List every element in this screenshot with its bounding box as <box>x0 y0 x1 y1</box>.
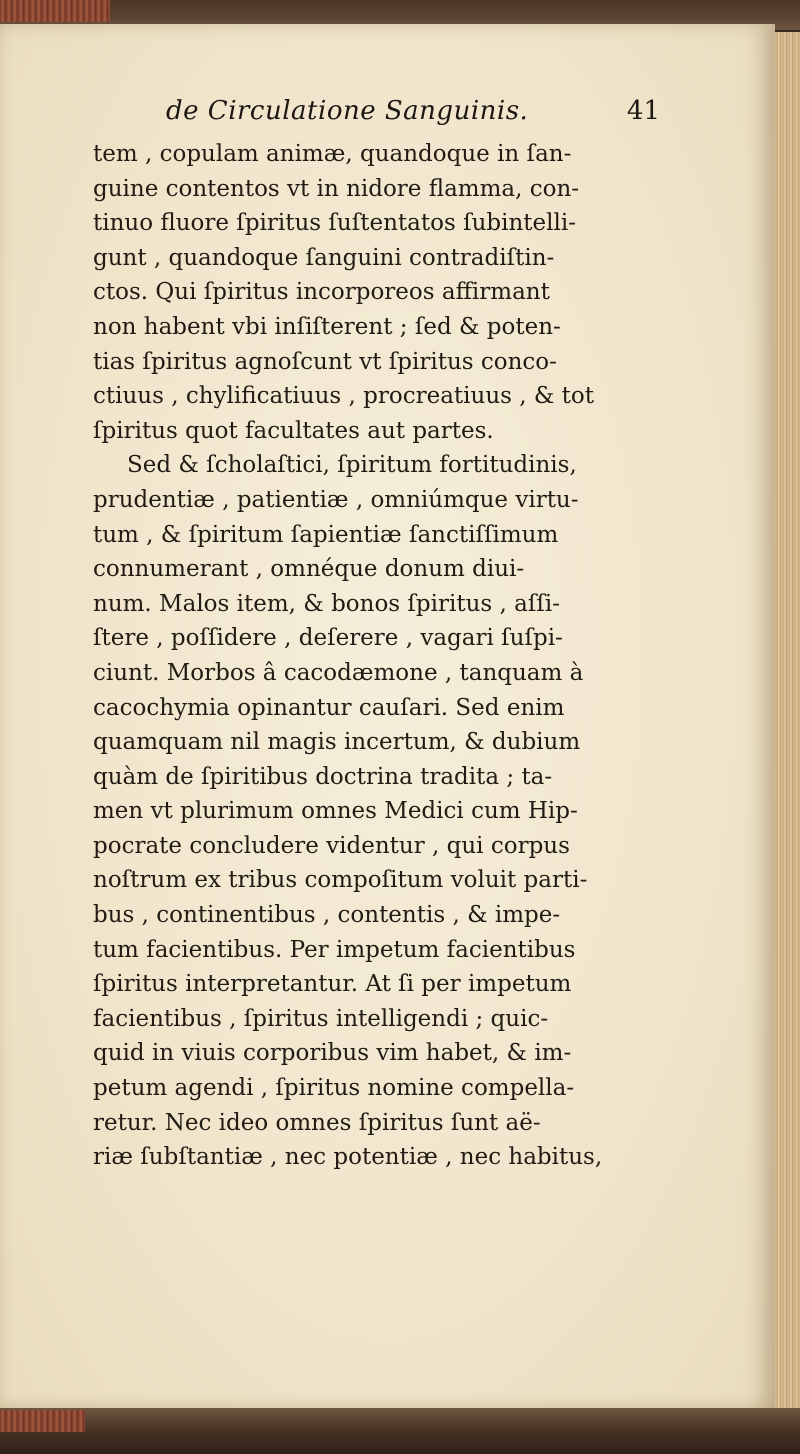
text-line: ſpiritus interpretantur. At ſi per impetum <box>93 971 572 998</box>
page-number: 41 <box>626 96 660 126</box>
text-line: guine contentos vt in nidore flamma, con- <box>93 175 580 202</box>
text-line: noſtrum ex tribus compoſitum voluit parti- <box>93 867 588 894</box>
text-line: quid in viuis corporibus vim habet, & im- <box>93 1040 572 1067</box>
text-line: tinuo fluore ſpiritus ſuſtentatos ſubintelli- <box>93 210 576 237</box>
text-line: tum , & ſpiritum ſapientiæ ſanctiſſimum <box>93 521 559 548</box>
text-line: tem , copulam animæ, quandoque in ſan- <box>93 141 572 167</box>
binding-thread-top <box>0 0 110 22</box>
text-line: ſtere , poſſidere , deſerere , vagari ſuſpi- <box>93 625 563 652</box>
text-line: cacochymia opinantur cauſari. Sed enim <box>93 694 565 721</box>
text-line: petum agendi , ſpiritus nomine compella- <box>93 1075 575 1102</box>
text-line: prudentiæ , patientiæ , omniúmque virtu- <box>93 486 579 513</box>
text-line: tum facientibus. Per impetum facientibus <box>93 936 576 963</box>
text-line: quàm de ſpiritibus doctrina tradita ; ta- <box>93 763 553 790</box>
text-line: ctos. Qui ſpiritus incorporeos affirmant <box>93 279 550 306</box>
text-line: facientibus , ſpiritus intelligendi ; quic- <box>93 1005 549 1032</box>
text-line: connumerant , omnéque donum diui- <box>93 556 525 583</box>
text-line: ſpiritus quot facultates aut partes. <box>93 417 494 444</box>
text-line: tias ſpiritus agnoſcunt vt ſpiritus conco- <box>93 348 557 375</box>
text-line: quamquam nil magis incertum, & dubium <box>93 729 581 756</box>
binding-thread-bottom <box>0 1410 85 1432</box>
book-bottom-edge <box>0 1408 800 1454</box>
body-text <box>93 137 668 1175</box>
text-line: bus , continentibus , contentis , & impe- <box>93 902 561 929</box>
text-line: retur. Nec ideo omnes ſpiritus ſunt aë- <box>93 1109 541 1136</box>
running-head <box>160 96 660 136</box>
running-title: de Circulatione Sanguinis. <box>166 96 529 126</box>
text-line: riæ ſubſtantiæ , nec potentiæ , nec habitus, <box>93 1144 603 1171</box>
text-line: men vt plurimum omnes Medici cum Hip- <box>93 798 578 825</box>
paragraph-start-line: Sed & ſcholaſtici, ſpiritum fortitudinis, <box>127 452 577 479</box>
text-line: num. Malos item, & bonos ſpiritus , aſſi- <box>93 590 561 617</box>
text-line: non habent vbi inſiſterent ; ſed & poten- <box>93 313 561 340</box>
text-line: pocrate concludere videntur , qui corpus <box>93 832 570 859</box>
text-line: ciunt. Morbos â cacodæmone , tanquam à <box>93 659 584 686</box>
text-line: gunt , quandoque ſanguini contradiſtin- <box>93 244 555 271</box>
text-line: ctiuus , chylificatiuus , procreatiuus , & tot <box>93 383 594 410</box>
